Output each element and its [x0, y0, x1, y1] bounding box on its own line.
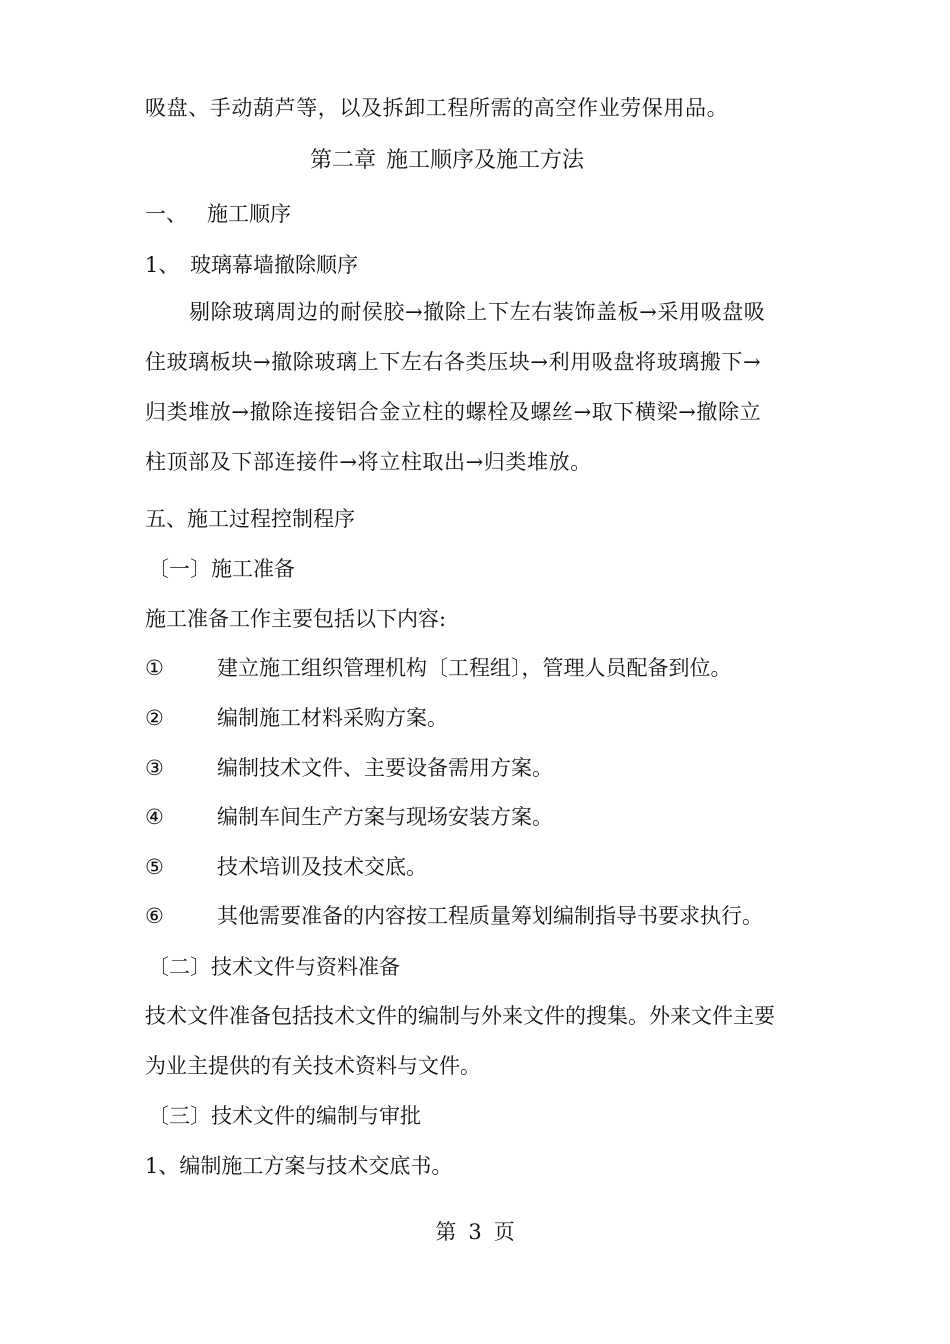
subheading: 〔一〕施工准备 — [148, 557, 295, 581]
list-marker: ⑤ — [145, 855, 164, 879]
paragraph-line: 技术文件准备包括技术文件的编制与外来文件的搜集。外来文件主要 — [145, 1004, 775, 1028]
section-title: 施工顺序 — [207, 202, 291, 226]
list-marker: ② — [145, 706, 164, 730]
paragraph-line: 施工准备工作主要包括以下内容: — [145, 607, 447, 631]
list-item — [145, 906, 763, 927]
paragraph-line: 柱顶部及下部连接件→将立柱取出→归类堆放。 — [145, 450, 592, 474]
list-item — [145, 758, 553, 779]
chapter-number: 第二章 — [310, 148, 377, 173]
list-marker: ① — [145, 656, 164, 680]
page-footer — [0, 1216, 950, 1246]
footer-suffix: 页 — [493, 1220, 515, 1244]
section-number: 一、 — [145, 202, 187, 226]
chapter-title: 施工顺序及施工方法 — [386, 148, 585, 173]
paragraph-line: 住玻璃板块→撤除玻璃上下左右各类压块→利用吸盘将玻璃搬下→ — [145, 350, 762, 374]
list-item-text: 建立施工组织管理机构〔工程组〕，管理人员配备到位。 — [217, 656, 732, 680]
paragraph-line: 1、编制施工方案与技术交底书。 — [145, 1154, 453, 1178]
list-item-text: 其他需要准备的内容按工程质量筹划编制指导书要求执行。 — [217, 904, 763, 928]
list-item — [145, 658, 732, 679]
subheading: 〔三〕技术文件的编制与审批 — [148, 1104, 421, 1128]
paragraph-line: 归类堆放→撤除连接铝合金立柱的螺栓及螺丝→取下横梁→撤除立 — [145, 400, 762, 424]
subsection-number: 1、 — [145, 253, 180, 277]
list-item-text: 编制施工材料采购方案。 — [217, 706, 448, 730]
chapter-heading — [310, 150, 584, 172]
subheading: 〔二〕技术文件与资料准备 — [148, 955, 400, 979]
subsection-title: 玻璃幕墙撤除顺序 — [190, 253, 358, 277]
section-heading — [145, 204, 291, 225]
paragraph-line: 吸盘、手动葫芦等，以及拆卸工程所需的高空作业劳保用品。 — [145, 96, 729, 120]
list-item — [145, 807, 553, 828]
subsection-heading — [145, 255, 358, 276]
list-item-text: 编制车间生产方案与现场安装方案。 — [217, 805, 553, 829]
list-marker: ④ — [145, 805, 164, 829]
list-item — [145, 857, 427, 878]
list-marker: ③ — [145, 756, 164, 780]
list-item-text: 编制技术文件、主要设备需用方案。 — [217, 756, 553, 780]
section-heading: 五、施工过程控制程序 — [145, 507, 355, 531]
footer-prefix: 第 — [435, 1220, 457, 1244]
list-item — [145, 708, 448, 729]
paragraph-line: 为业主提供的有关技术资料与文件。 — [145, 1054, 481, 1078]
list-marker: ⑥ — [145, 904, 164, 928]
list-item-text: 技术培训及技术交底。 — [217, 855, 427, 879]
page-number: 3 — [468, 1220, 482, 1244]
paragraph-line: 剔除玻璃周边的耐侯胶→撤除上下左右装饰盖板→采用吸盘吸 — [189, 300, 766, 324]
